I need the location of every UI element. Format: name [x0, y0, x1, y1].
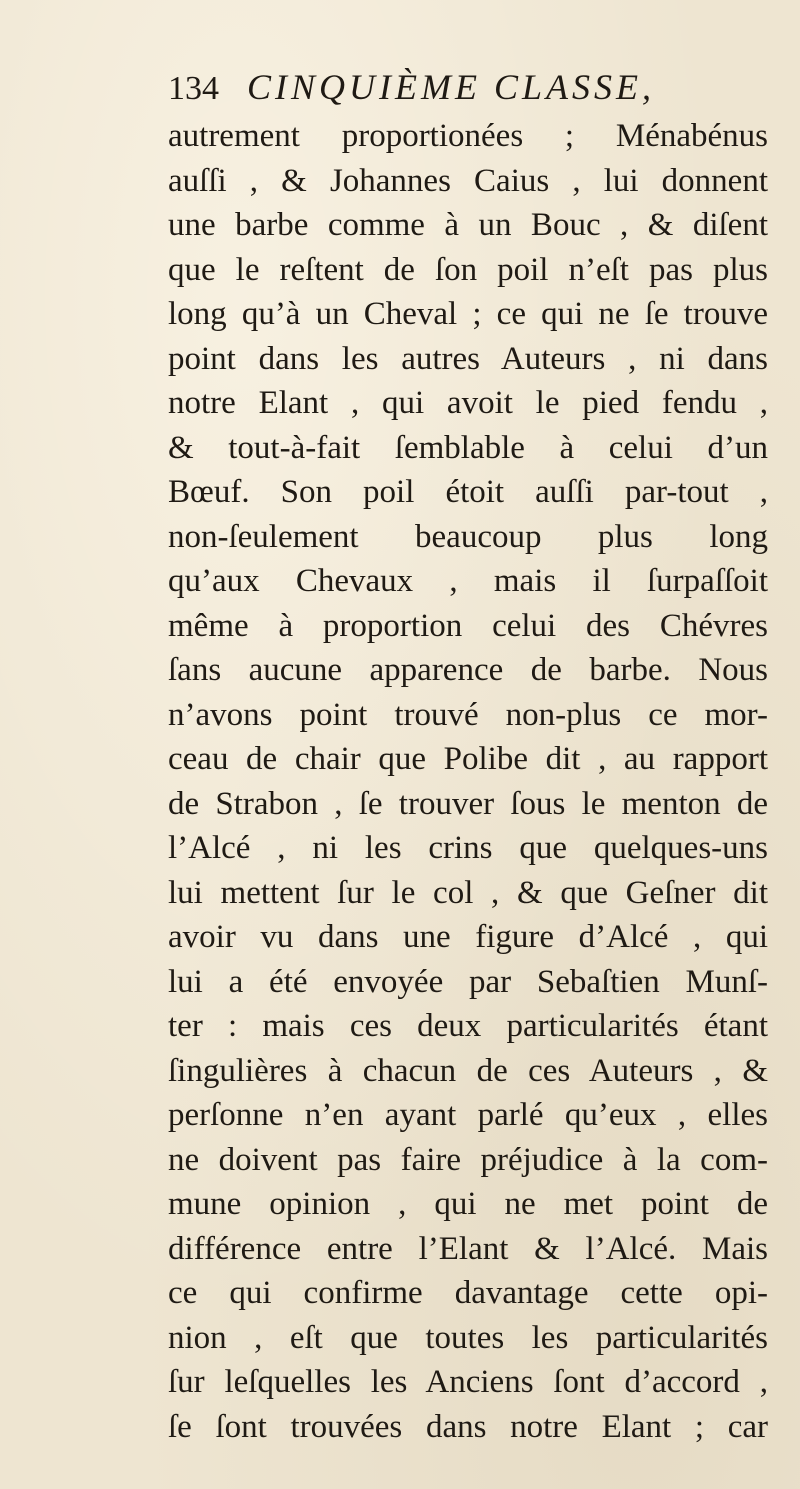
body-text — [168, 114, 768, 1449]
text-line: ne doivent pas faire préjudice à la com- — [168, 1141, 768, 1178]
text-line: que le reſtent de ſon poil n’eſt pas plus — [168, 251, 768, 288]
text-line: lui mettent ſur le col , & que Geſner dit — [168, 874, 768, 911]
text-line: ſe ſont trouvées dans notre Elant ; car — [168, 1408, 768, 1445]
text-line: perſonne n’en ayant parlé qu’eux , elles — [168, 1097, 768, 1133]
text-line: & tout-à-fait ſemblable à celui d’un — [168, 429, 768, 466]
text-line: ſur leſquelles les Anciens ſont d’accord , — [168, 1364, 768, 1400]
text-line: de Strabon , ſe trouver ſous le menton de — [168, 785, 768, 822]
text-line: non-ſeulement beaucoup plus long — [168, 518, 768, 555]
text-line: nion , eſt que toutes les particularités — [168, 1319, 768, 1356]
page-header — [168, 66, 655, 114]
text-line: n’avons point trouvé non-plus ce mor- — [168, 696, 768, 733]
text-line: auſſi , & Johannes Caius , lui donnent — [168, 162, 768, 199]
text-line: long qu’à un Cheval ; ce qui ne ſe trouve — [168, 296, 768, 332]
text-line: ceau de chair que Polibe dit , au rapport — [168, 741, 768, 777]
text-line: point dans les autres Auteurs , ni dans — [168, 340, 768, 377]
text-line: lui a été envoyée par Sebaſtien Munſ- — [168, 963, 768, 1000]
text-line: notre Elant , qui avoit le pied fendu , — [168, 385, 768, 421]
running-head: CINQUIÈME CLASSE, — [247, 67, 655, 107]
text-line: ſans aucune apparence de barbe. Nous — [168, 652, 768, 688]
text-line: Bœuf. Son poil étoit auſſi par-tout , — [168, 474, 768, 510]
text-line: avoir vu dans une figure d’Alcé , qui — [168, 919, 768, 955]
text-line: ſingulières à chacun de ces Auteurs , & — [168, 1052, 768, 1089]
text-line: même à proportion celui des Chévres — [168, 607, 768, 644]
text-line: différence entre l’Elant & l’Alcé. Mais — [168, 1230, 768, 1267]
text-line: mune opinion , qui ne met point de — [168, 1186, 768, 1222]
text-line: qu’aux Chevaux , mais il ſurpaſſoit — [168, 563, 768, 599]
text-line: l’Alcé , ni les crins que quelques-uns — [168, 830, 768, 866]
text-line: une barbe comme à un Bouc , & diſent — [168, 207, 768, 243]
text-line: ter : mais ces deux particularités étant — [168, 1008, 768, 1044]
text-line: ce qui confirme davantage cette opi- — [168, 1275, 768, 1311]
text-line: autrement proportionées ; Ménabénus — [168, 118, 768, 154]
page-number: 134 — [168, 70, 219, 107]
